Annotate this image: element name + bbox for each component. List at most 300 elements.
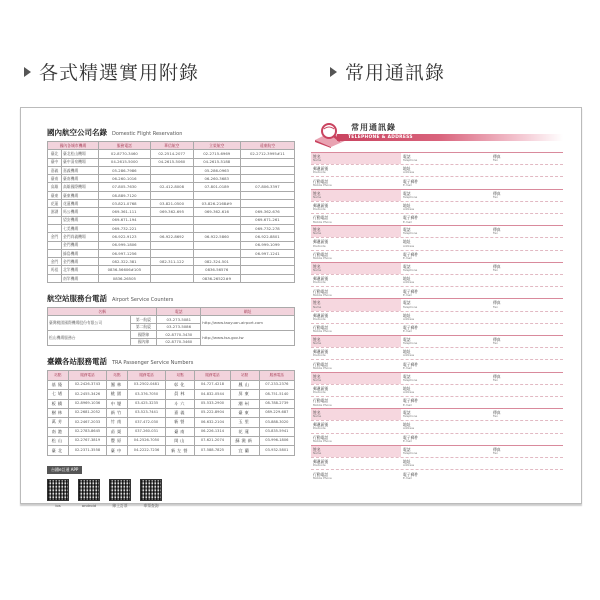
table-cell: 05-286-0963 bbox=[193, 166, 240, 174]
table-cell bbox=[150, 266, 193, 274]
fax-field[interactable] bbox=[491, 336, 563, 347]
table-cell: 069-732-278 bbox=[240, 224, 294, 232]
mobile-field[interactable] bbox=[311, 177, 401, 189]
table-cell: 069-361-111 bbox=[98, 208, 150, 216]
email-field[interactable] bbox=[401, 287, 491, 299]
postcode-field[interactable] bbox=[311, 385, 401, 396]
contact-row bbox=[311, 165, 563, 177]
field-label-en: Name bbox=[313, 194, 322, 199]
phone-cell: 02-2467-2033 bbox=[68, 418, 106, 427]
phone-cell: 02-8770-3460 bbox=[157, 338, 201, 346]
address-field[interactable] bbox=[401, 165, 491, 176]
right-page bbox=[311, 118, 563, 481]
heading-appendix bbox=[24, 58, 199, 85]
field-label-en: E-mail bbox=[403, 475, 412, 480]
column-header: 立榮航空 bbox=[193, 142, 240, 150]
phone-cell: 08-788-2739 bbox=[259, 399, 294, 408]
field-label-en: Postcode bbox=[313, 389, 326, 394]
telephone-field[interactable] bbox=[401, 409, 491, 420]
field-label-en: Address bbox=[403, 280, 415, 285]
name-field[interactable] bbox=[311, 336, 401, 347]
table-row bbox=[48, 241, 295, 249]
fax-field[interactable] bbox=[491, 409, 563, 420]
column-header: 站點 bbox=[230, 371, 259, 380]
field-label-en: Postcode bbox=[313, 463, 326, 468]
qr-caption: 車票查詢 bbox=[143, 502, 159, 508]
table-row bbox=[48, 183, 295, 191]
mobile-field[interactable] bbox=[311, 434, 401, 446]
contact-row bbox=[311, 263, 563, 275]
qr-caption: android bbox=[81, 502, 97, 508]
column-header: 站點 bbox=[48, 371, 69, 380]
field-label-zh: 電話 bbox=[403, 300, 411, 306]
table-row bbox=[48, 418, 295, 427]
field-label-en: Mobile Phone bbox=[313, 365, 332, 370]
airport-counters-table bbox=[47, 307, 295, 346]
field-label-zh: 傳真 bbox=[493, 446, 501, 452]
column-header: 華信航空 bbox=[150, 142, 193, 150]
field-label-en: Mobile Phone bbox=[313, 183, 332, 188]
contact-entry bbox=[311, 189, 563, 226]
field-label-en: Mobile Phone bbox=[313, 292, 332, 297]
terminal-cell: 第二航廈 bbox=[130, 323, 157, 331]
fax-field[interactable] bbox=[491, 299, 563, 310]
station-cell: 新營 bbox=[166, 418, 195, 427]
phone-cell: 03-425-3235 bbox=[127, 399, 165, 408]
table-cell bbox=[150, 249, 193, 257]
heading-address-book bbox=[330, 58, 445, 85]
contact-row bbox=[311, 385, 563, 397]
postcode-field[interactable] bbox=[311, 458, 401, 469]
table-cell: 06-999-1099 bbox=[240, 241, 294, 249]
name-field[interactable] bbox=[311, 299, 401, 310]
contact-entry bbox=[311, 445, 563, 482]
field-label-en: Address bbox=[403, 426, 415, 431]
terminal-cell: 國際線 bbox=[130, 331, 157, 339]
address-field[interactable] bbox=[401, 385, 491, 396]
field-label-zh: 行動電話 bbox=[313, 435, 329, 440]
field-label-zh: 電子郵件 bbox=[403, 471, 419, 477]
fax-field[interactable] bbox=[491, 373, 563, 384]
field-label-zh: 郵遞區號 bbox=[313, 312, 329, 318]
field-label-zh: 行動電話 bbox=[313, 215, 329, 221]
table-cell: 綠島機場 bbox=[62, 249, 99, 257]
field-label-en: Name bbox=[313, 377, 322, 382]
contact-entry bbox=[311, 372, 563, 409]
postcode-field[interactable] bbox=[311, 275, 401, 286]
field-label-zh: 姓名 bbox=[313, 410, 321, 416]
name-field[interactable] bbox=[311, 153, 401, 164]
table-cell: 05-286-7986 bbox=[98, 166, 150, 174]
table-cell: 06-922-5860 bbox=[193, 233, 240, 241]
phone-cell: 02-8969-1036 bbox=[68, 399, 106, 408]
table-cell bbox=[193, 249, 240, 257]
phone-cell: 03-996-1806 bbox=[259, 437, 294, 446]
field-label-en: Postcode bbox=[313, 353, 326, 358]
table-cell: 臺中清泉機場 bbox=[62, 158, 99, 166]
table-cell: 04-2615-5000 bbox=[98, 158, 150, 166]
column-header: 服務電話 bbox=[98, 142, 150, 150]
city-cell: 臺北 bbox=[48, 150, 62, 158]
table-cell bbox=[150, 166, 193, 174]
field-label-zh: 姓名 bbox=[313, 263, 321, 269]
table-row bbox=[48, 158, 295, 166]
table-cell: 082-311-122 bbox=[150, 258, 193, 266]
email-field[interactable] bbox=[401, 397, 491, 409]
city-cell bbox=[48, 274, 62, 282]
section-title-zh: 國內航空公司名錄 bbox=[47, 128, 107, 137]
field-label-en: Postcode bbox=[313, 426, 326, 431]
field-label-en: E-mail bbox=[403, 183, 412, 188]
table-row bbox=[48, 274, 295, 282]
name-field[interactable] bbox=[311, 190, 401, 201]
table-row bbox=[48, 331, 295, 339]
column-header: 服務電話 bbox=[68, 371, 106, 380]
postcode-field[interactable] bbox=[311, 238, 401, 249]
field-label-zh: 電子郵件 bbox=[403, 178, 419, 184]
contact-row bbox=[311, 470, 563, 482]
field-label-zh: 地址 bbox=[403, 166, 411, 172]
contact-row bbox=[311, 153, 563, 165]
field-label-zh: 行動電話 bbox=[313, 361, 329, 367]
table-cell bbox=[150, 224, 193, 232]
mobile-field[interactable] bbox=[311, 360, 401, 372]
field-label-zh: 行動電話 bbox=[313, 252, 329, 258]
contact-row bbox=[311, 336, 563, 348]
table-row bbox=[48, 427, 295, 436]
city-cell bbox=[48, 224, 62, 232]
field-label-zh: 傳真 bbox=[493, 410, 501, 416]
table-cell bbox=[240, 274, 294, 282]
email-field[interactable] bbox=[401, 434, 491, 446]
contact-row bbox=[311, 299, 563, 311]
terminal-cell: 國內線 bbox=[130, 338, 157, 346]
field-label-en: Fax bbox=[493, 158, 498, 163]
address-blocks bbox=[311, 152, 563, 481]
address-field[interactable] bbox=[401, 275, 491, 286]
phone-cell: 03-888-3020 bbox=[259, 418, 294, 427]
email-field[interactable] bbox=[401, 177, 491, 189]
field-label-zh: 郵遞區號 bbox=[313, 422, 329, 428]
mobile-field[interactable] bbox=[311, 397, 401, 409]
city-cell bbox=[48, 249, 62, 257]
postcode-field[interactable] bbox=[311, 202, 401, 213]
table-cell: 06-997-1256 bbox=[98, 249, 150, 257]
table-cell: 0836-56576 bbox=[193, 266, 240, 274]
table-cell: 06-922-8801 bbox=[240, 233, 294, 241]
field-label-zh: 電子郵件 bbox=[403, 252, 419, 258]
field-label-zh: 行動電話 bbox=[313, 471, 329, 477]
field-label-zh: 傳真 bbox=[493, 263, 501, 269]
field-label-en: Mobile Phone bbox=[313, 329, 332, 334]
station-cell: 桃園 bbox=[107, 390, 128, 399]
field-label-zh: 郵遞區號 bbox=[313, 166, 329, 172]
phone-cell: 089-229-687 bbox=[259, 408, 294, 417]
postcode-field[interactable] bbox=[311, 312, 401, 323]
email-field[interactable] bbox=[401, 470, 491, 482]
table-cell: 07-801-0189 bbox=[193, 183, 240, 191]
domestic-flights-table bbox=[47, 141, 295, 283]
fax-field[interactable] bbox=[491, 263, 563, 274]
table-cell bbox=[193, 241, 240, 249]
airport-counters-title bbox=[47, 293, 295, 304]
table-row bbox=[48, 233, 295, 241]
name-field[interactable] bbox=[311, 446, 401, 457]
table-cell: 嘉義機場 bbox=[62, 166, 99, 174]
fax-field[interactable] bbox=[491, 153, 563, 164]
table-cell: 069-362-616 bbox=[193, 208, 240, 216]
table-cell bbox=[240, 266, 294, 274]
name-field[interactable] bbox=[311, 373, 401, 384]
table-cell: 北竿機場 bbox=[62, 266, 99, 274]
field-label-zh: 電子郵件 bbox=[403, 398, 419, 404]
table-row bbox=[48, 446, 295, 455]
mobile-field[interactable] bbox=[311, 470, 401, 482]
table-cell: 臺南機場 bbox=[62, 175, 99, 183]
address-field[interactable] bbox=[401, 421, 491, 432]
qr-code-icon[interactable] bbox=[47, 479, 69, 501]
telephone-field[interactable] bbox=[401, 336, 491, 347]
address-book-title: 常用通訊錄 bbox=[351, 123, 396, 132]
station-cell: 新左營 bbox=[166, 446, 195, 455]
station-cell: 員林 bbox=[166, 390, 195, 399]
field-label-zh: 電子郵件 bbox=[403, 361, 419, 367]
table-cell: 069-671-194 bbox=[98, 216, 150, 224]
mobile-field[interactable] bbox=[311, 287, 401, 299]
qr-code-item bbox=[140, 479, 162, 509]
qr-code-icon[interactable] bbox=[78, 479, 100, 501]
field-label-en: E-mail bbox=[403, 365, 412, 370]
field-label-en: Postcode bbox=[313, 316, 326, 321]
field-label-zh: 地址 bbox=[403, 458, 411, 464]
table-cell: 0836-26522#9 bbox=[193, 274, 240, 282]
fax-field[interactable] bbox=[491, 190, 563, 201]
address-field[interactable] bbox=[401, 458, 491, 469]
field-label-en: E-mail bbox=[403, 439, 412, 444]
website-link[interactable]: http://www.tsa.gov.tw bbox=[201, 331, 295, 346]
station-cell: 臺北 bbox=[48, 446, 69, 455]
website-link[interactable]: http://www.taoyuan-airport.com bbox=[201, 316, 295, 331]
table-cell: 02-2712-3995#11 bbox=[240, 150, 294, 158]
contact-row bbox=[311, 373, 563, 385]
phone-cell: 037-472-030 bbox=[127, 418, 165, 427]
field-label-en: Telephone bbox=[403, 267, 418, 272]
email-field[interactable] bbox=[401, 251, 491, 263]
mobile-field[interactable] bbox=[311, 324, 401, 336]
station-cell: 花蓮 bbox=[230, 427, 259, 436]
field-label-zh: 電話 bbox=[403, 336, 411, 342]
telephone-field[interactable] bbox=[401, 263, 491, 274]
table-row bbox=[48, 150, 295, 158]
table-cell: 02-412-8008 bbox=[150, 183, 193, 191]
field-label-zh: 電話 bbox=[403, 373, 411, 379]
address-field[interactable] bbox=[401, 348, 491, 359]
phone-cell: 02-2455-3426 bbox=[68, 390, 106, 399]
section-title-en: Domestic Flight Reservation bbox=[112, 131, 183, 137]
phone-cell: 05-222-8904 bbox=[195, 408, 230, 417]
table-row bbox=[48, 166, 295, 174]
qr-code-item bbox=[109, 479, 131, 509]
triangle-bullet-icon bbox=[330, 67, 337, 77]
station-cell: 斗六 bbox=[166, 399, 195, 408]
contact-row bbox=[311, 458, 563, 470]
field-label-en: Name bbox=[313, 450, 322, 455]
name-field[interactable] bbox=[311, 409, 401, 420]
table-cell: 高雄國際機場 bbox=[62, 183, 99, 191]
qr-code-icon[interactable] bbox=[109, 479, 131, 501]
table-cell: 金門尚義機場 bbox=[62, 233, 99, 241]
phone-cell: 02-2681-2052 bbox=[68, 408, 106, 417]
contact-row bbox=[311, 421, 563, 433]
telephone-field[interactable] bbox=[401, 190, 491, 201]
name-field[interactable] bbox=[311, 226, 401, 237]
mobile-field[interactable] bbox=[311, 251, 401, 263]
table-cell: 06-922-8692 bbox=[150, 233, 193, 241]
field-label-zh: 電話 bbox=[403, 153, 411, 159]
phone-cell: 04-2526-7050 bbox=[127, 437, 165, 446]
section-title-en: Airport Service Counters bbox=[112, 297, 174, 304]
address-field[interactable] bbox=[401, 202, 491, 213]
domestic-flights-title bbox=[47, 127, 295, 138]
field-label-zh: 郵遞區號 bbox=[313, 275, 329, 281]
city-cell: 臺中 bbox=[48, 158, 62, 166]
city-cell: 花蓮 bbox=[48, 200, 62, 208]
phone-cell: 03-273-5081 bbox=[157, 316, 201, 324]
station-cell: 宜蘭 bbox=[230, 446, 259, 455]
field-label-en: Telephone bbox=[403, 158, 418, 163]
table-cell: 馬公機場 bbox=[62, 208, 99, 216]
field-label-en: Address bbox=[403, 243, 415, 248]
phone-cell: 03-273-5086 bbox=[157, 323, 201, 331]
city-cell: 金門 bbox=[48, 233, 62, 241]
field-label-zh: 郵遞區號 bbox=[313, 202, 329, 208]
field-label-zh: 郵遞區號 bbox=[313, 349, 329, 355]
table-row bbox=[48, 191, 295, 199]
phone-cell: 06-632-2104 bbox=[195, 418, 230, 427]
phone-cell: 03-376-7050 bbox=[127, 390, 165, 399]
mobile-field[interactable] bbox=[311, 214, 401, 226]
station-cell: 嘉義 bbox=[166, 408, 195, 417]
city-cell: 金門 bbox=[48, 258, 62, 266]
telephone-field[interactable] bbox=[401, 446, 491, 457]
table-cell: 0836-56606#105 bbox=[98, 266, 150, 274]
telephone-field[interactable] bbox=[401, 373, 491, 384]
station-cell: 岡山 bbox=[166, 437, 195, 446]
postcode-field[interactable] bbox=[311, 421, 401, 432]
field-label-en: Fax bbox=[493, 231, 498, 236]
column-header: 服務電話 bbox=[259, 371, 294, 380]
station-cell: 板橋 bbox=[48, 399, 69, 408]
field-label-en: Telephone bbox=[403, 231, 418, 236]
station-cell: 鳳林 bbox=[107, 380, 128, 389]
city-cell: 澎湖 bbox=[48, 208, 62, 216]
city-cell bbox=[48, 241, 62, 249]
qr-section-label: 台鐵e訂通 APP bbox=[47, 466, 82, 474]
field-label-en: Postcode bbox=[313, 280, 326, 285]
contact-entry bbox=[311, 262, 563, 299]
field-label-zh: 傳真 bbox=[493, 300, 501, 306]
table-cell bbox=[193, 216, 240, 224]
table-cell bbox=[193, 191, 240, 199]
field-label-en: Postcode bbox=[313, 206, 326, 211]
station-cell: 臺中 bbox=[107, 446, 128, 455]
qr-code-item bbox=[47, 479, 69, 509]
field-label-zh: 傳真 bbox=[493, 227, 501, 233]
station-cell: 臺東 bbox=[230, 408, 259, 417]
table-row bbox=[48, 380, 295, 389]
phone-cell: 08-751-5140 bbox=[259, 390, 294, 399]
station-cell: 七堵 bbox=[48, 390, 69, 399]
field-label-en: Fax bbox=[493, 304, 498, 309]
station-cell: 基隆 bbox=[48, 380, 69, 389]
table-cell bbox=[150, 274, 193, 282]
station-cell: 苗栗 bbox=[107, 427, 128, 436]
field-label-zh: 地址 bbox=[403, 239, 411, 245]
field-label-zh: 姓名 bbox=[313, 336, 321, 342]
email-field[interactable] bbox=[401, 360, 491, 372]
table-row bbox=[48, 224, 295, 232]
postcode-field[interactable] bbox=[311, 165, 401, 176]
contact-row bbox=[311, 446, 563, 458]
qr-caption: ios bbox=[55, 502, 61, 508]
field-label-en: Telephone bbox=[403, 414, 418, 419]
contact-row bbox=[311, 312, 563, 324]
field-label-zh: 姓名 bbox=[313, 300, 321, 306]
telephone-field[interactable] bbox=[401, 153, 491, 164]
field-label-en: Mobile Phone bbox=[313, 402, 332, 407]
qr-code-icon[interactable] bbox=[140, 479, 162, 501]
telephone-field[interactable] bbox=[401, 226, 491, 237]
field-label-zh: 電子郵件 bbox=[403, 215, 419, 221]
email-field[interactable] bbox=[401, 214, 491, 226]
field-label-en: Name bbox=[313, 231, 322, 236]
table-cell: 07-805-7630 bbox=[98, 183, 150, 191]
table-row bbox=[48, 316, 295, 324]
field-label-zh: 地址 bbox=[403, 312, 411, 318]
qr-code-item bbox=[78, 479, 100, 509]
table-cell: 06-997-1241 bbox=[240, 249, 294, 257]
station-cell: 中壢 bbox=[107, 399, 128, 408]
postcode-field[interactable] bbox=[311, 348, 401, 359]
telephone-field[interactable] bbox=[401, 299, 491, 310]
phone-cell: 03-523-7441 bbox=[127, 408, 165, 417]
name-field[interactable] bbox=[311, 263, 401, 274]
left-page bbox=[47, 127, 295, 509]
table-cell bbox=[240, 158, 294, 166]
field-label-zh: 地址 bbox=[403, 349, 411, 355]
table-cell: 082-324-501 bbox=[193, 258, 240, 266]
address-field[interactable] bbox=[401, 238, 491, 249]
table-cell: 04-2615-5060 bbox=[150, 158, 193, 166]
field-label-zh: 姓名 bbox=[313, 227, 321, 233]
fax-field[interactable] bbox=[491, 226, 563, 237]
table-cell: 069-362-676 bbox=[240, 208, 294, 216]
address-field[interactable] bbox=[401, 312, 491, 323]
phone-cell: 07-621-2074 bbox=[195, 437, 230, 446]
field-label-en: Telephone bbox=[403, 341, 418, 346]
fax-field[interactable] bbox=[491, 446, 563, 457]
contact-row bbox=[311, 348, 563, 360]
city-cell: 高雄 bbox=[48, 183, 62, 191]
table-cell: 06-260-1016 bbox=[98, 175, 150, 183]
field-label-en: Address bbox=[403, 206, 415, 211]
email-field[interactable] bbox=[401, 324, 491, 336]
field-label-en: Postcode bbox=[313, 243, 326, 248]
table-cell: 02-2715-6969 bbox=[193, 150, 240, 158]
station-cell: 蘇澳新 bbox=[230, 437, 259, 446]
phone-cell: 02-2767-3819 bbox=[68, 437, 106, 446]
table-row bbox=[48, 399, 295, 408]
